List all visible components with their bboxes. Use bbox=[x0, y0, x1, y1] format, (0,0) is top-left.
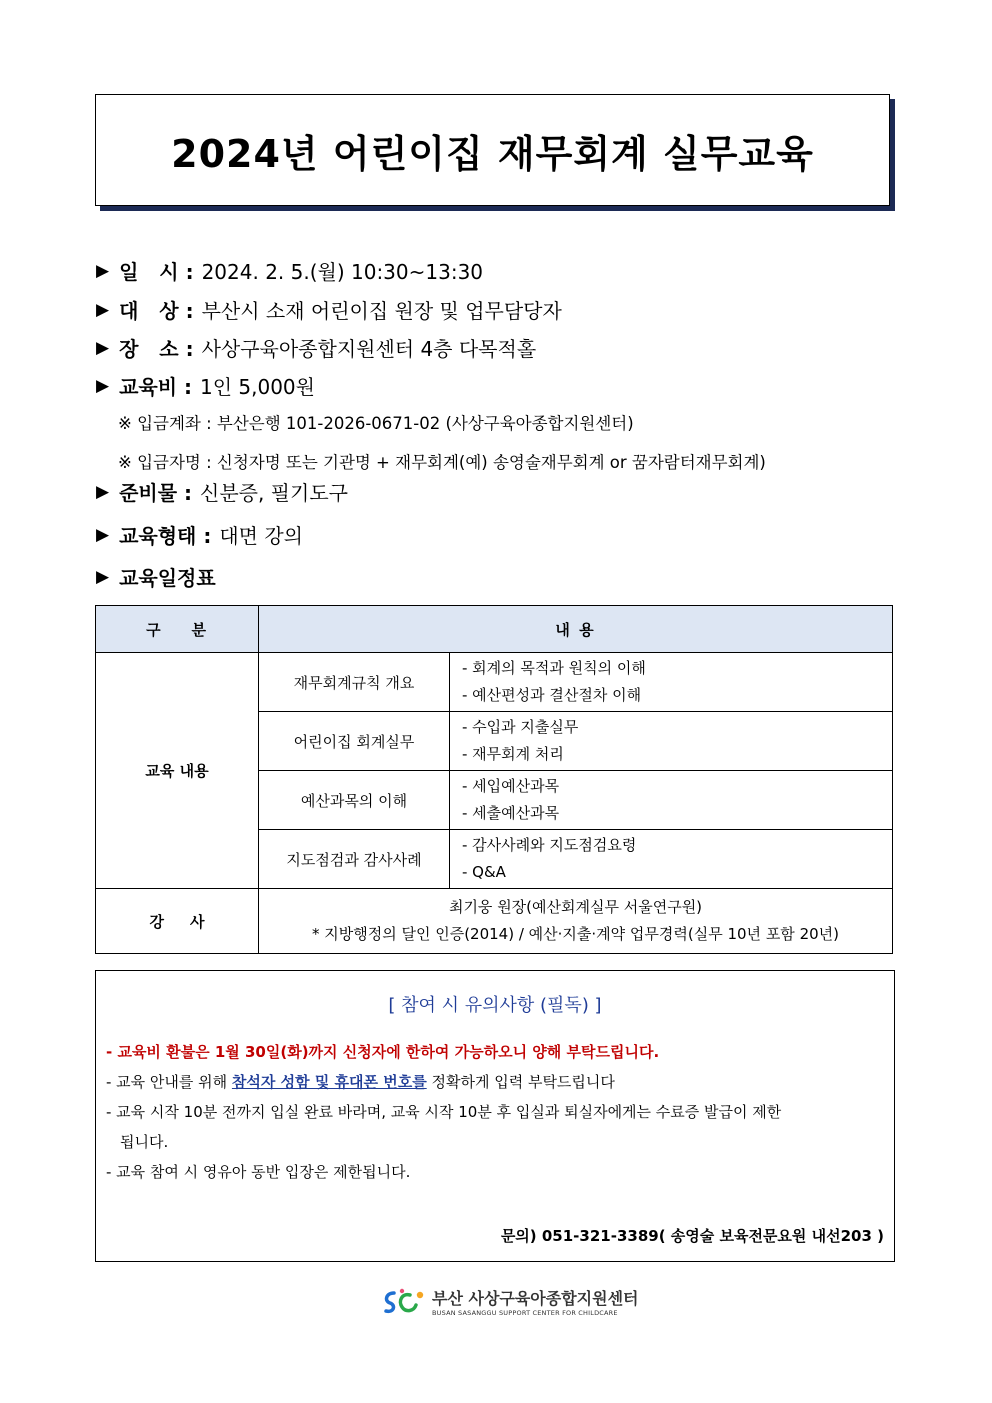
items-cell bbox=[450, 712, 893, 771]
account-note: ※ 입금계좌 : 부산은행 101-2026-0671-02 (사상구육아종합지원센터) bbox=[118, 414, 634, 433]
arrow-icon: ▶ bbox=[96, 481, 110, 502]
footer-text bbox=[432, 1286, 639, 1317]
arrow-icon: ▶ bbox=[96, 299, 110, 320]
notice-title: [ 참여 시 유의사항 (필독) ] bbox=[388, 995, 602, 1016]
lecturer-cell bbox=[259, 889, 893, 954]
arrow-icon: ▶ bbox=[96, 524, 110, 545]
item-text: - 세입예산과목 bbox=[462, 777, 560, 795]
format-label: 교육형태 : bbox=[119, 524, 212, 548]
footer-logo bbox=[380, 1286, 639, 1317]
fee-label: 교육비 : bbox=[119, 375, 192, 399]
info-notice-pre: - 교육 안내를 위해 bbox=[106, 1073, 232, 1091]
org-name-ko: 부산 사상구육아종합지원센터 bbox=[432, 1289, 639, 1308]
refund-notice: - 교육비 환불은 1월 30일(화)까지 신청자에 한하여 가능하오니 양해 부탁드립니다. bbox=[106, 1043, 660, 1061]
item-text: - 세출예산과목 bbox=[462, 804, 560, 822]
supplies-row bbox=[96, 477, 348, 506]
item-text: - Q&A bbox=[462, 863, 506, 881]
target-label: 대 상 : bbox=[119, 299, 194, 323]
supplies-value: 신분증, 필기도구 bbox=[200, 481, 348, 505]
target-value: 부산시 소재 어린이집 원장 및 업무담당자 bbox=[201, 299, 562, 323]
date-label: 일 시 : bbox=[119, 260, 194, 284]
schedule-label: 교육일정표 bbox=[119, 566, 216, 590]
topic-cell: 어린이집 회계실무 bbox=[259, 712, 450, 771]
item-text: - 예산편성과 결산절차 이해 bbox=[462, 686, 642, 704]
arrow-icon: ▶ bbox=[96, 375, 110, 396]
date-value: 2024. 2. 5.(월) 10:30~13:30 bbox=[201, 260, 484, 284]
topic-cell: 예산과목의 이해 bbox=[259, 771, 450, 830]
lecturer-row bbox=[96, 889, 893, 954]
center-logo-icon bbox=[380, 1287, 426, 1317]
target-row bbox=[96, 295, 562, 324]
items-cell bbox=[450, 771, 893, 830]
entry-notice-line2: 됩니다. bbox=[120, 1133, 169, 1151]
item-text: - 수입과 지출실무 bbox=[462, 718, 579, 736]
info-notice bbox=[106, 1071, 884, 1092]
info-notice-emphasis: 참석자 성함 및 휴대폰 번호를 bbox=[231, 1073, 427, 1091]
items-cell bbox=[450, 830, 893, 889]
header-category: 구 분 bbox=[96, 606, 259, 653]
table-row bbox=[96, 653, 893, 712]
org-name-en: BUSAN SASANGGU SUPPORT CENTER FOR CHILDCARE bbox=[432, 1309, 618, 1317]
fee-row bbox=[96, 371, 315, 400]
info-notice-post: 정확하게 입력 부탁드립니다 bbox=[426, 1073, 615, 1091]
contact-info: 문의) 051-321-3389( 송영술 보육전문요원 내선203 ) bbox=[500, 1227, 884, 1245]
format-row bbox=[96, 520, 303, 549]
fee-value: 1인 5,000원 bbox=[200, 375, 315, 399]
date-row bbox=[96, 256, 483, 285]
items-cell bbox=[450, 653, 893, 712]
infant-notice: - 교육 참여 시 영유아 동반 입장은 제한됩니다. bbox=[106, 1163, 411, 1181]
item-text: - 회계의 목적과 원칙의 이해 bbox=[462, 659, 646, 677]
topic-cell: 지도점검과 감사사례 bbox=[259, 830, 450, 889]
education-label: 교육 내용 bbox=[96, 653, 259, 889]
lecturer-detail: * 지방행정의 달인 인증(2014) / 예산·지출·계약 업무경력(실무 10년 포함 20년) bbox=[311, 925, 839, 943]
item-text: - 재무회계 처리 bbox=[462, 745, 564, 763]
arrow-icon: ▶ bbox=[96, 260, 110, 281]
arrow-icon: ▶ bbox=[96, 337, 110, 358]
arrow-icon: ▶ bbox=[96, 566, 110, 587]
page-title: 2024년 어린이집 재무회계 실무교육 bbox=[171, 131, 814, 176]
schedule-table bbox=[95, 605, 893, 954]
format-value: 대면 강의 bbox=[219, 524, 303, 548]
entry-notice-line1: - 교육 시작 10분 전까지 입실 완료 바라며, 교육 시작 10분 후 입실과 퇴실자에게는 수료증 발급이 제한 bbox=[106, 1103, 782, 1121]
table-header-row bbox=[96, 606, 893, 653]
item-text: - 감사사례와 지도점검요령 bbox=[462, 836, 637, 854]
topic-cell: 재무회계규칙 개요 bbox=[259, 653, 450, 712]
place-value: 사상구육아종합지원센터 4층 다목적홀 bbox=[201, 337, 537, 361]
supplies-label: 준비물 : bbox=[119, 481, 192, 505]
depositor-note: ※ 입금자명 : 신청자명 또는 기관명 + 재무회계(예) 송영술재무회계 or 꿈자람터재무회계) bbox=[118, 453, 766, 472]
lecturer-name: 최기웅 원장(예산회계실무 서울연구원) bbox=[448, 898, 703, 916]
header-content: 내 용 bbox=[259, 606, 893, 653]
title-box bbox=[95, 94, 890, 206]
schedule-row bbox=[96, 562, 216, 591]
lecturer-label: 강 사 bbox=[96, 889, 259, 954]
notice-box bbox=[95, 970, 895, 1262]
place-label: 장 소 : bbox=[119, 337, 194, 361]
place-row bbox=[96, 333, 536, 362]
